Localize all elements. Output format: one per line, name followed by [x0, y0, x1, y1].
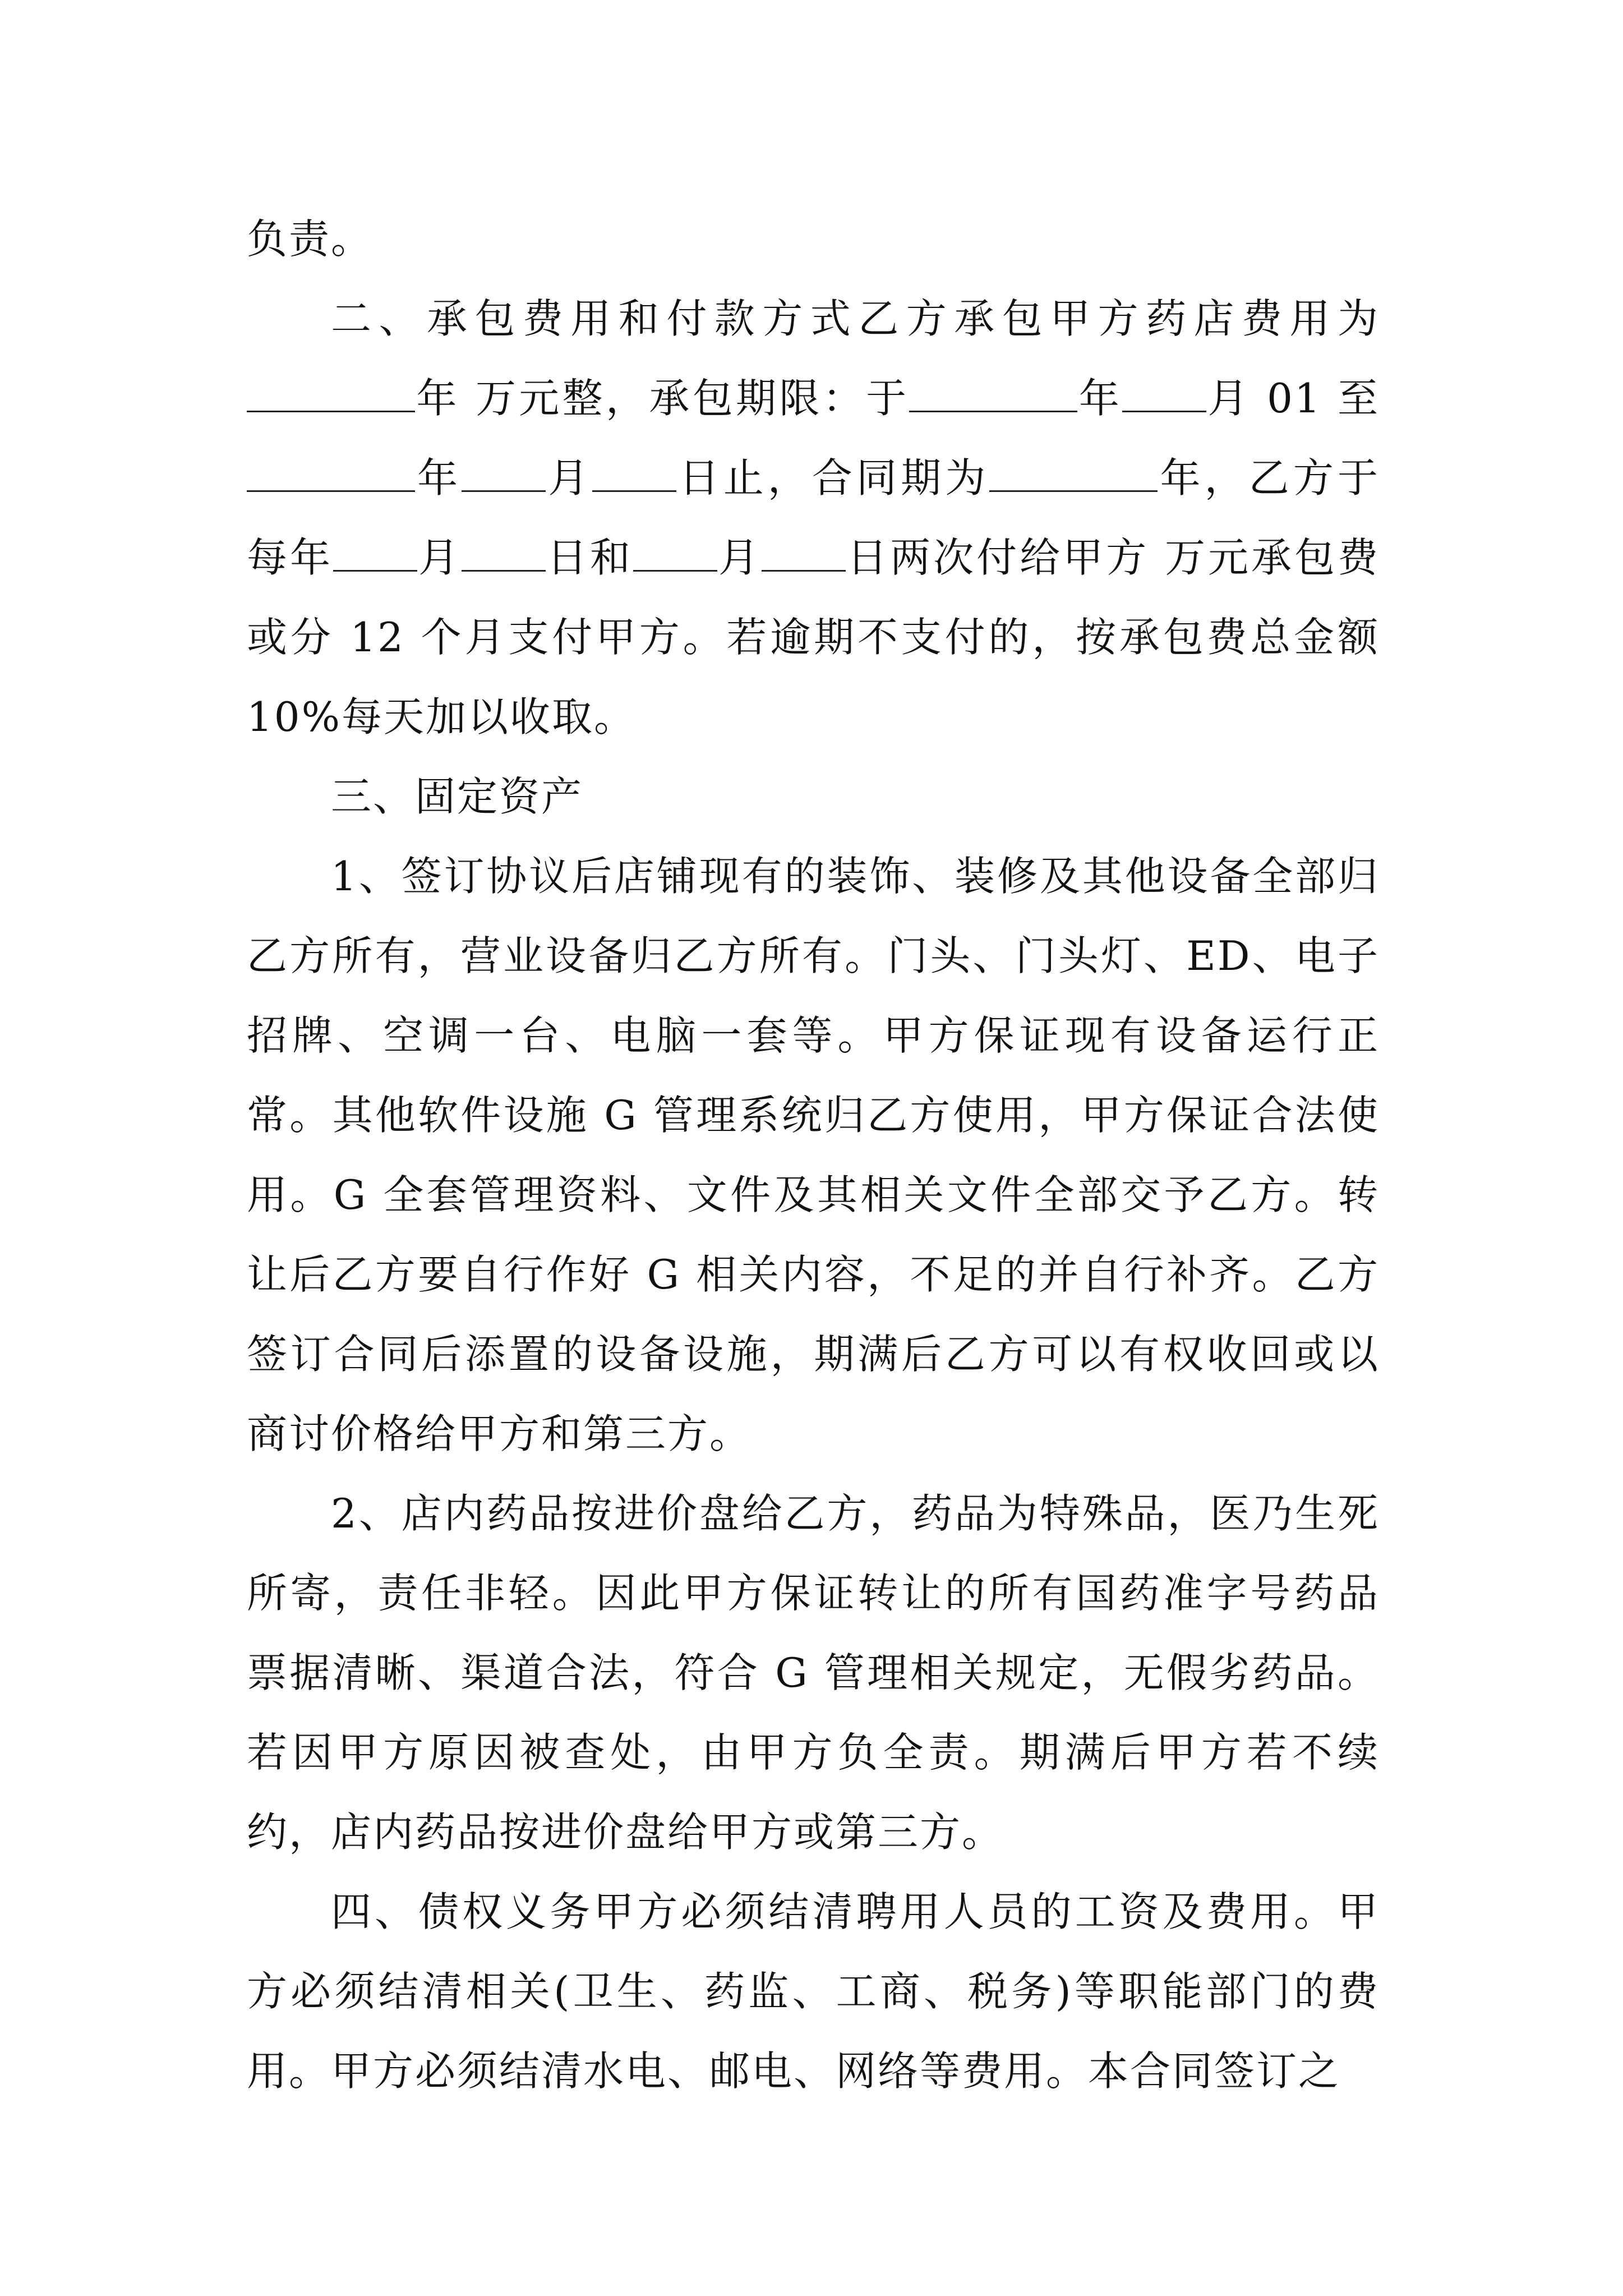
- blank-line: [592, 455, 676, 492]
- document-body: [247, 199, 1380, 2111]
- text-segment: 年，乙方于每年: [247, 454, 1380, 581]
- blank-line: [909, 376, 1077, 412]
- paragraph-equipment: 1、签订协议后店铺现有的装饰、装修及其他设备全部归乙方所有，营业设备归乙方所有。门头、门头灯、ED、电子招牌、空调一台、电脑一套等。甲方保证现有设备运行正常。其他软件设施 G 管理系统归乙方使用，甲方保证合法使用。G 全套管理资料、文件及其相关文件全部交予乙方。转让后乙方要自行作好 G 相关内容，不足的并自行补齐。乙方签订合同后添置的设备设施，期满后乙方可以有权收回或以商讨价格给甲方和第三方。: [247, 853, 1380, 1457]
- text-segment: 年: [415, 454, 462, 501]
- blank-line: [247, 376, 415, 412]
- text-segment: 日和: [546, 534, 634, 581]
- paragraph-contract-fee: [247, 279, 1380, 757]
- blank-line: [1122, 376, 1206, 412]
- text-segment: 月: [417, 534, 462, 581]
- paragraph-medicine: 2、店内药品按进价盘给乙方，药品为特殊品，医乃生死所寄，责任非轻。因此甲方保证转让的所有国药准字号药品票据清晰、渠道合法，符合 G 管理相关规定，无假劣药品。若因甲方原因被查处，由甲方负全责。期满后甲方若不续约，店内药品按进价盘给甲方或第三方。: [247, 1490, 1380, 1856]
- text-segment: 二、承包费用和付款方式乙方承包甲方药店费用为: [331, 295, 1380, 342]
- paragraph-continuation: 负责。: [247, 215, 374, 263]
- text-segment: 月: [546, 454, 593, 501]
- text-segment: 日两次付给甲方 万元承包费或分 12 个月支付甲方。若逾期不支付的，按承包费总金额 10%每天加以收取。: [247, 534, 1380, 740]
- blank-line: [333, 535, 417, 572]
- blank-line: [247, 455, 415, 492]
- text-segment: 月: [717, 534, 762, 581]
- paragraph-debts: 四、债权义务甲方必须结清聘用人员的工资及费用。甲方必须结清相关(卫生、药监、工商、税务)等职能部门的费用。甲方必须结清水电、邮电、网络等费用。本合同签订之: [247, 1888, 1380, 2095]
- text-segment: 年: [1077, 375, 1123, 422]
- text-segment: 日止，合同期为: [676, 454, 990, 501]
- blank-line: [633, 535, 717, 572]
- section-heading-fixed-assets: 三、固定资产: [331, 773, 584, 820]
- blank-line: [462, 535, 546, 572]
- blank-line: [762, 535, 846, 572]
- blank-line: [989, 455, 1158, 492]
- blank-line: [462, 455, 546, 492]
- text-segment: 年 万元整，承包期限：于: [415, 375, 910, 422]
- text-segment: 月 01 至: [1206, 375, 1380, 422]
